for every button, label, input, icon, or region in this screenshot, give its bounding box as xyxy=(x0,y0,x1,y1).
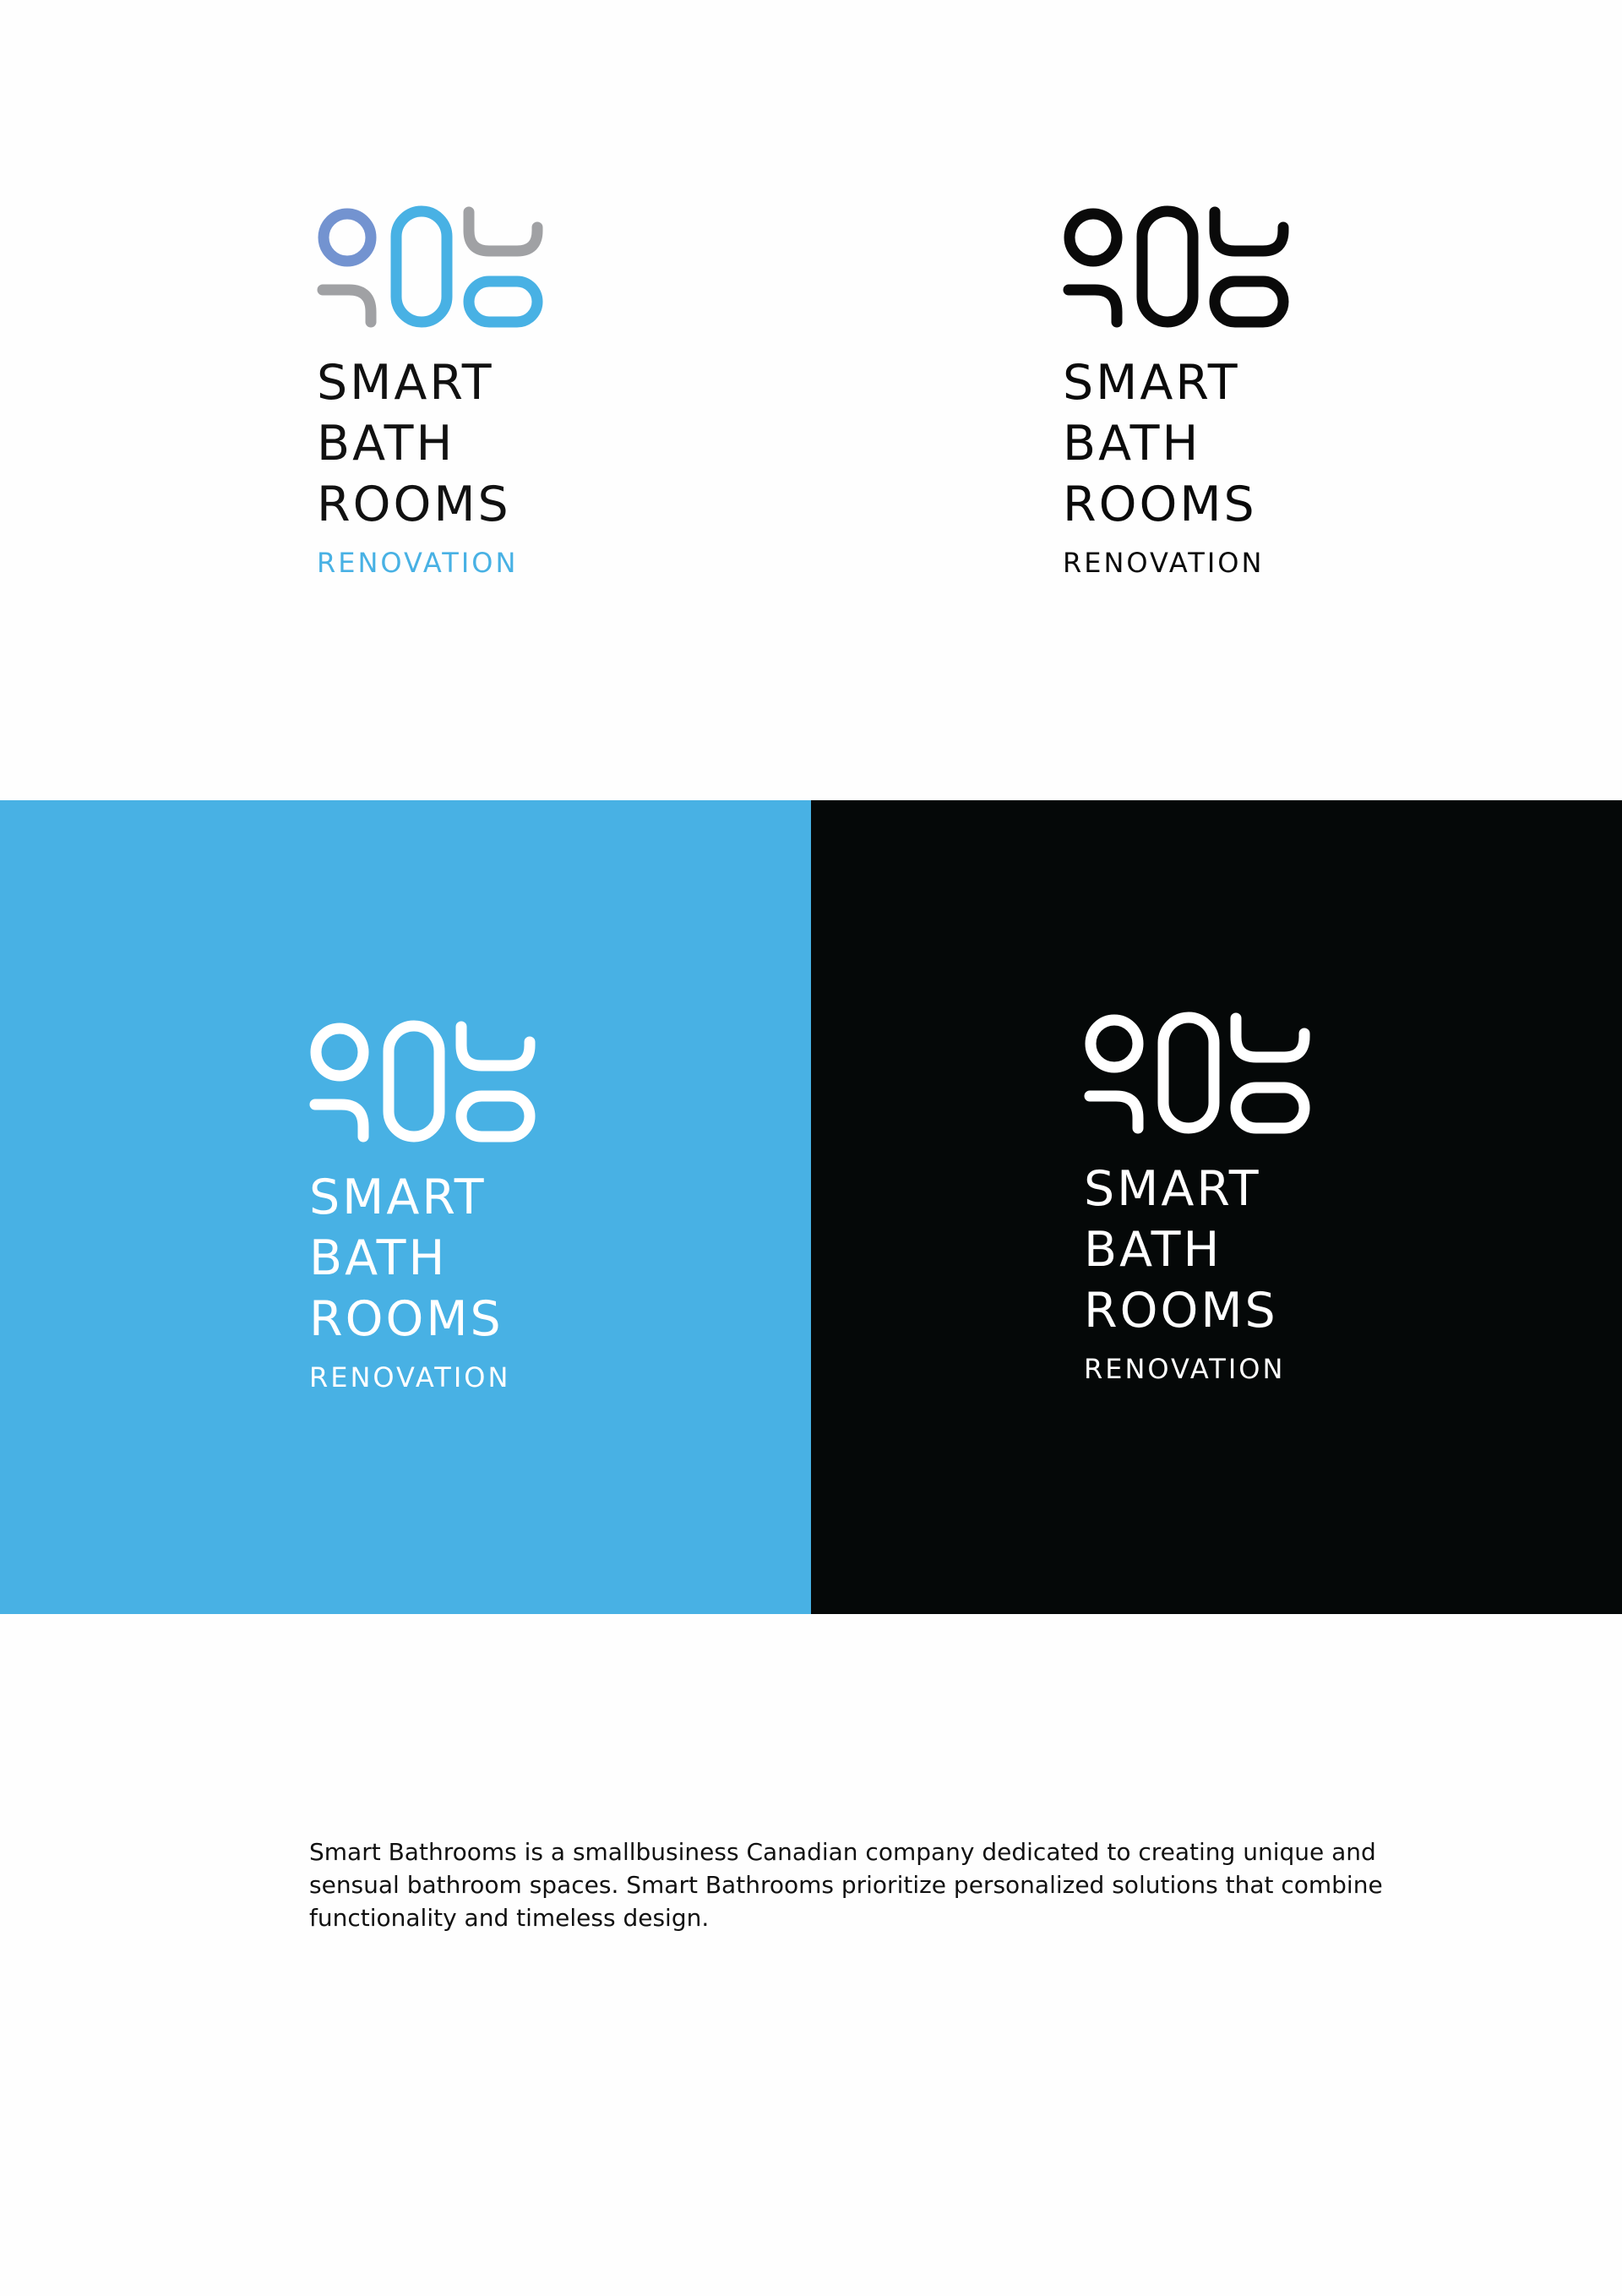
wordmark-line-bath: BATH xyxy=(1084,1222,1222,1278)
wordmark xyxy=(1084,1159,1329,1341)
wordmark xyxy=(309,1167,554,1350)
wordmark-line-rooms: ROOMS xyxy=(317,477,511,532)
wordmark-line-smart: SMART xyxy=(317,355,494,411)
tagline: RENOVATION xyxy=(1084,1353,1286,1385)
wordmark-line-bath: BATH xyxy=(317,416,455,472)
logo-full-color xyxy=(317,205,562,579)
company-description: Smart Bathrooms is a smallbusiness Canadian company dedicated to creating unique and sensual bathroom spaces. Smart Bathrooms prioritize personalized solutions that combine functionality and timeless design. xyxy=(309,1838,1383,1932)
wordmark-line-smart: SMART xyxy=(1084,1161,1261,1217)
wordmark-line-bath: BATH xyxy=(309,1230,448,1286)
wordmark-line-rooms: ROOMS xyxy=(309,1291,503,1347)
brand-mark-icon xyxy=(1063,205,1291,327)
brand-mark-icon xyxy=(1084,1012,1312,1133)
wordmark-line-bath: BATH xyxy=(1063,416,1201,472)
tagline: RENOVATION xyxy=(1063,547,1265,579)
brand-mark-icon xyxy=(317,205,545,327)
wordmark-line-rooms: ROOMS xyxy=(1063,477,1257,532)
wordmark-line-smart: SMART xyxy=(1063,355,1240,411)
wordmark xyxy=(1063,352,1308,535)
tagline: RENOVATION xyxy=(317,547,519,579)
wordmark-line-smart: SMART xyxy=(309,1170,487,1225)
logo-white-on-blue xyxy=(309,1020,554,1393)
brand-mark-icon xyxy=(309,1020,537,1142)
wordmark xyxy=(317,352,562,535)
logo-white-on-black xyxy=(1084,1012,1329,1385)
logo-black xyxy=(1063,205,1308,579)
tagline: RENOVATION xyxy=(309,1361,511,1393)
wordmark-line-rooms: ROOMS xyxy=(1084,1283,1278,1339)
